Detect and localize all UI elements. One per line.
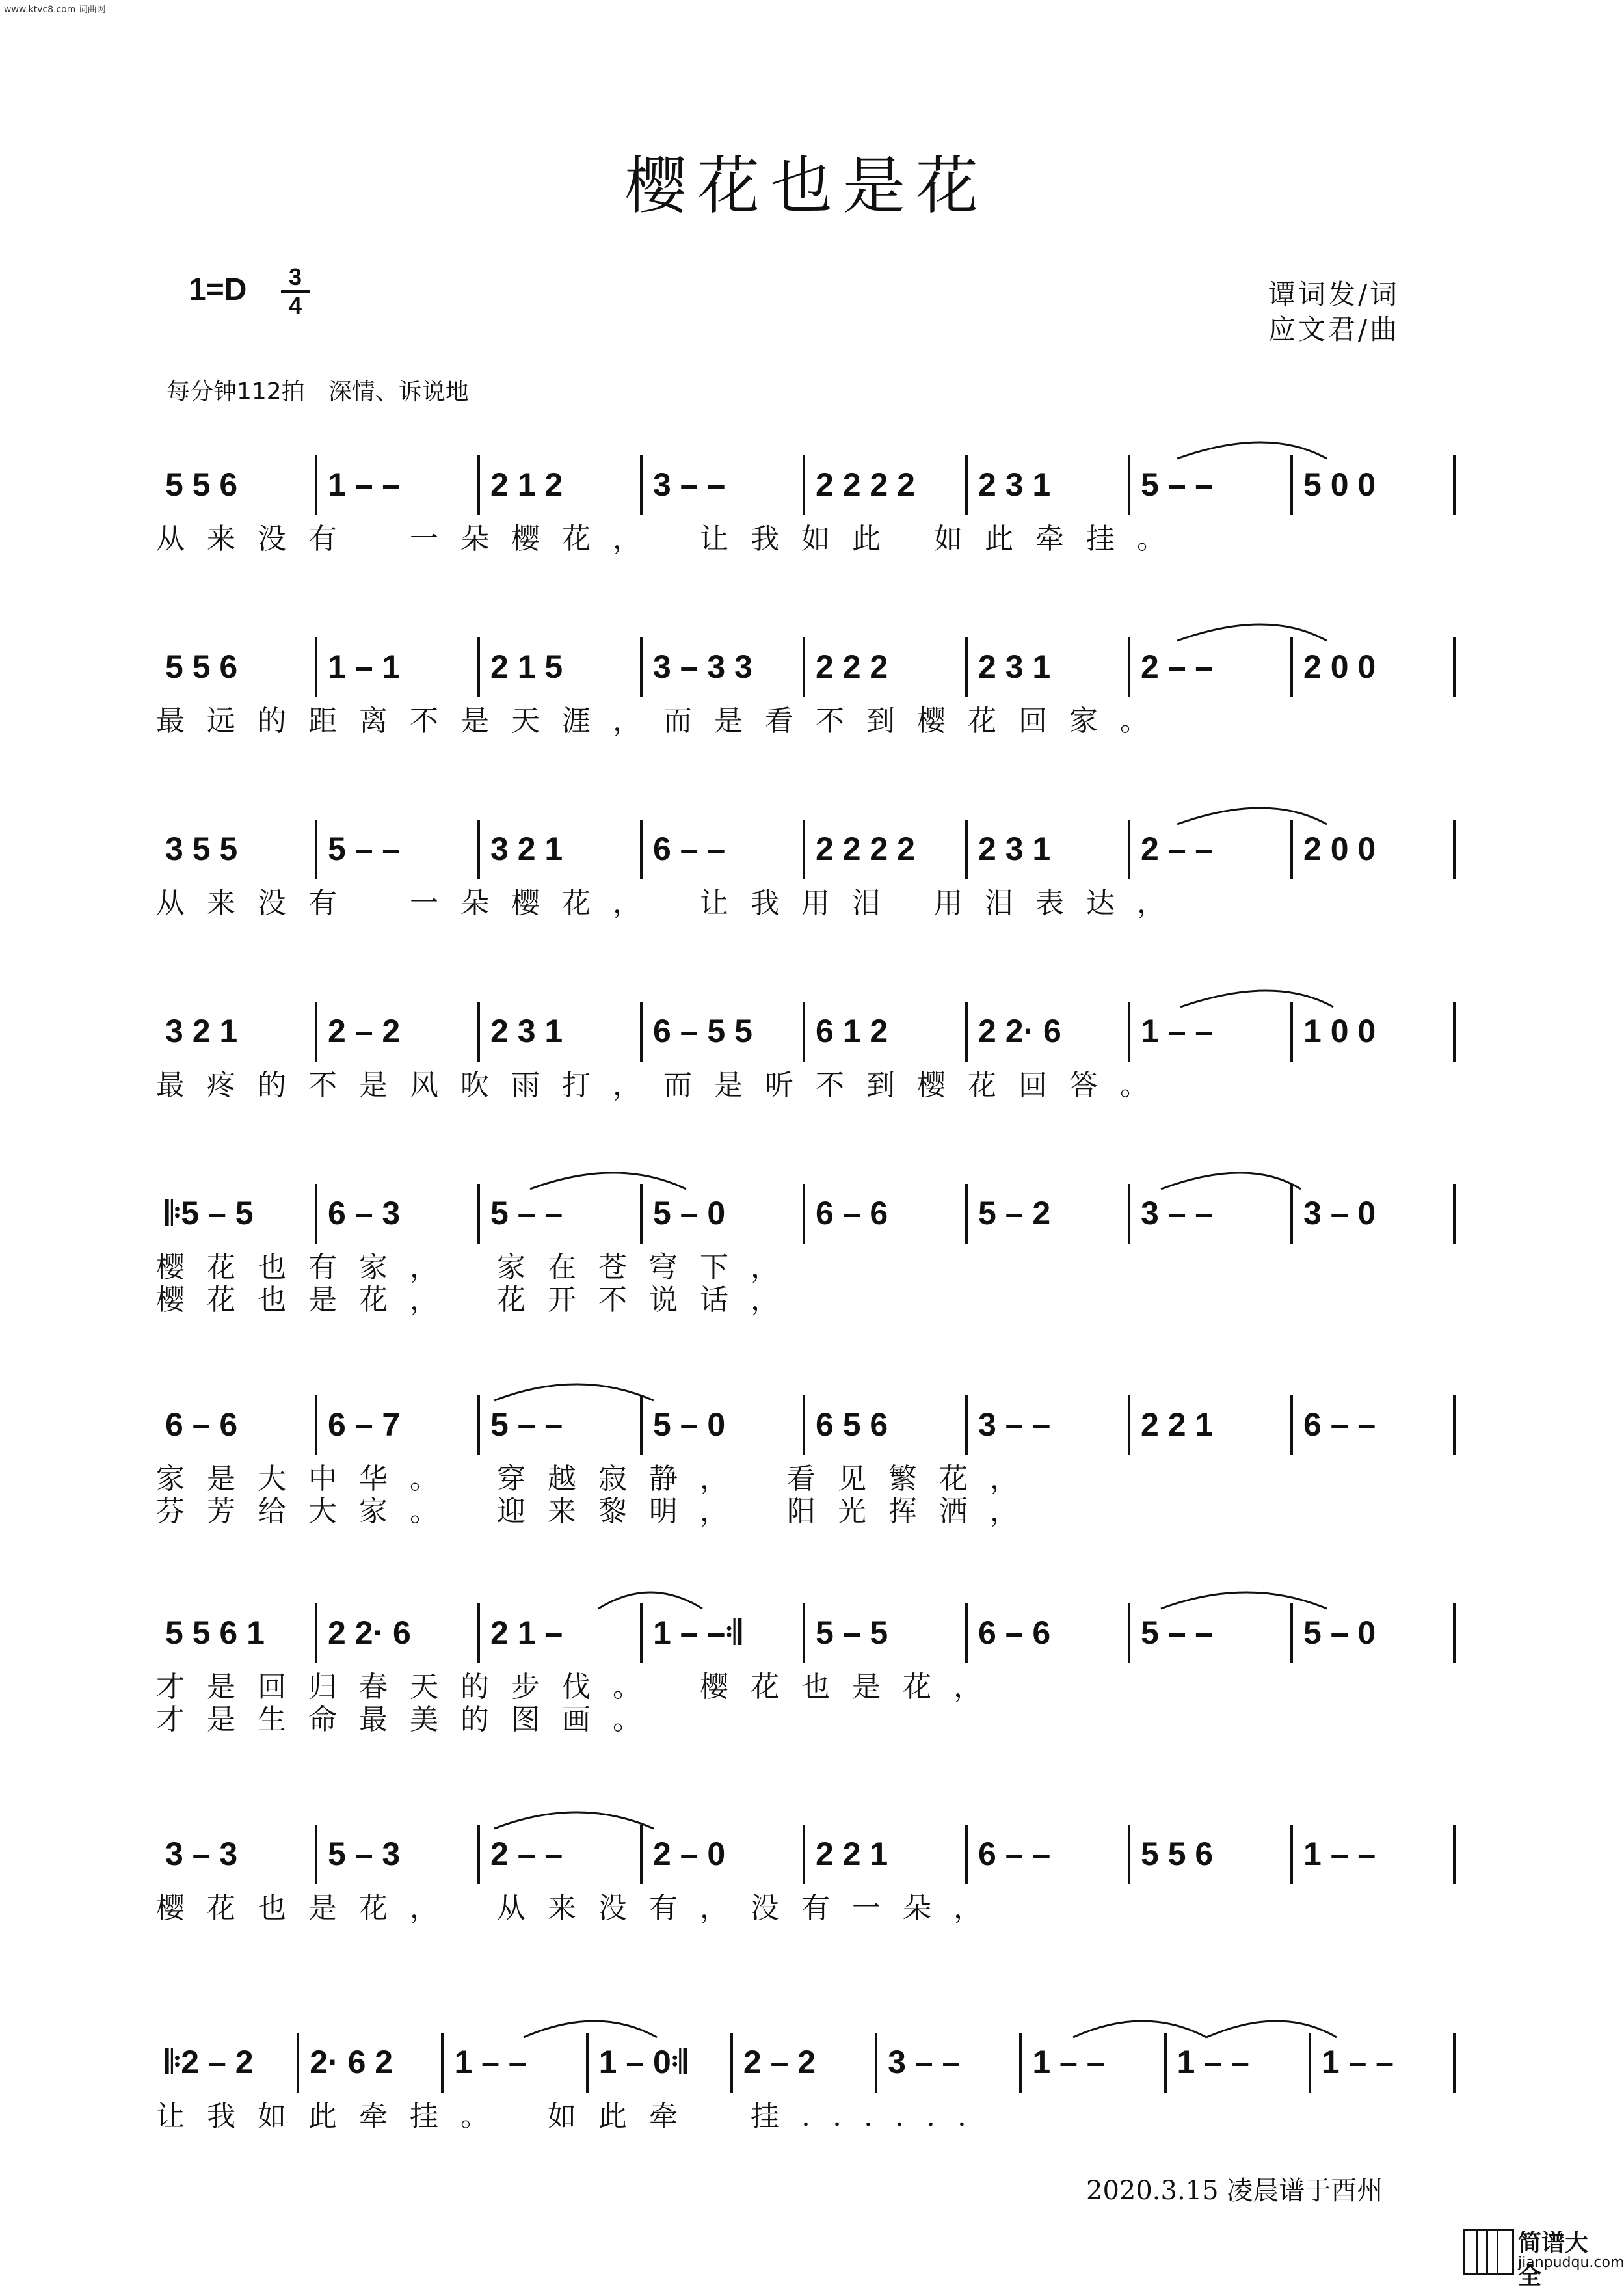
lyric-line: 樱花也是花， 花开不说话，: [156, 1283, 801, 1317]
measure: 6 1 2: [816, 1013, 888, 1049]
measure: 1 – 1: [328, 649, 401, 685]
measure: 3 – 0: [1303, 1195, 1376, 1231]
measure: 1 – –: [1141, 1013, 1214, 1049]
measure: 5 5 6: [165, 649, 238, 685]
measure: 2 1 –: [490, 1614, 563, 1651]
logo-name: 简谱大全: [1518, 2230, 1589, 2290]
measure: 2 – 2: [743, 2044, 816, 2080]
lyric-line: 芬芳给大家。 迎来黎明， 阳光挥洒，: [156, 1495, 1041, 1528]
measure: 3 – –: [1141, 1195, 1214, 1231]
measure: 2 0 0: [1303, 831, 1376, 867]
measure: 5 0 0: [1303, 466, 1376, 503]
lyricist-credit: 谭词发/词: [1268, 278, 1400, 310]
measure: 6 – –: [653, 831, 726, 867]
measure: 5 – 5: [816, 1614, 888, 1651]
measure: 𝄆5 – 5: [165, 1195, 254, 1231]
measure: 2 3 1: [978, 466, 1051, 503]
lyric-line: 从来没有 一朵樱花， 让我如此 如此牵挂。: [156, 522, 1188, 556]
measure: 5 – –: [1141, 466, 1214, 503]
measure: 𝄆2 – 2: [165, 2044, 254, 2080]
measure: 5 5 6 1: [165, 1614, 265, 1651]
measure: 6 – 3: [328, 1195, 401, 1231]
lyric-line: 才是回归春天的步伐。 樱花也是花，: [156, 1670, 1004, 1704]
measure: 6 – 7: [328, 1406, 401, 1443]
measure: 5 – 3: [328, 1836, 401, 1872]
lyric-line: 樱花也是花， 从来没有，没有一朵，: [156, 1892, 1004, 1925]
lyric-line: 从来没有 一朵樱花， 让我用泪 用泪表达，: [156, 887, 1188, 920]
source-label: www.ktvc8.com 词曲网: [4, 5, 106, 15]
measure: 2 2· 6: [328, 1614, 411, 1651]
measure: 2 – 0: [653, 1836, 726, 1872]
measure: 3 – –: [978, 1406, 1051, 1443]
measure: 3 – –: [888, 2044, 961, 2080]
measure: 6 – 5 5: [653, 1013, 752, 1049]
lyric-line: 家是大中华。 穿越寂静， 看见繁花，: [156, 1462, 1041, 1495]
measure: 2 1 2: [490, 466, 563, 503]
measure: 3 – 3: [165, 1836, 238, 1872]
measure: 2 – –: [1141, 831, 1214, 867]
measure: 6 – 6: [165, 1406, 238, 1443]
measure: 1 – –: [1177, 2044, 1249, 2080]
measure: 6 5 6: [816, 1406, 888, 1443]
tempo-marking: 每分钟112拍 深情、诉说地: [166, 379, 469, 405]
meter-bottom: 4: [288, 292, 302, 319]
measure: 5 5 6: [165, 466, 238, 503]
lyric-line: 让我如此牵挂。 如此牵 挂......: [156, 2100, 989, 2133]
measure: 2 2· 6: [978, 1013, 1061, 1049]
lyric-line: 最疼的不是风吹雨打，而是听不到樱花回答。: [156, 1069, 1171, 1102]
measure: 3 – –: [653, 466, 726, 503]
logo-url: jianpudqu.com: [1518, 2255, 1624, 2271]
measure: 1 – –: [1032, 2044, 1105, 2080]
measure: 5 – 2: [978, 1195, 1051, 1231]
measure: 2 – –: [490, 1836, 563, 1872]
measure: 2 2 2 2: [816, 831, 915, 867]
page-title: 樱花也是花: [624, 150, 989, 222]
meter-top: 3: [281, 264, 310, 293]
measure: 1 – –: [1303, 1836, 1376, 1872]
measure: 6 – 6: [978, 1614, 1051, 1651]
measure: 5 – –: [490, 1406, 563, 1443]
measure: 2 2 1: [1141, 1406, 1214, 1443]
measure: 2 2 2: [816, 649, 888, 685]
measure: 2 3 1: [490, 1013, 563, 1049]
lyric-line: 樱花也有家， 家在苍穹下，: [156, 1251, 801, 1284]
measure: 1 – –: [1321, 2044, 1394, 2080]
measure: 1 0 0: [1303, 1013, 1376, 1049]
measure: 1 – –: [328, 466, 401, 503]
measure: 5 – –: [328, 831, 401, 867]
measure: 3 – 3 3: [653, 649, 752, 685]
measure: 1 – –: [454, 2044, 527, 2080]
measure: 3 5 5: [165, 831, 238, 867]
measure: 2 0 0: [1303, 649, 1376, 685]
lyric-line: 才是生命最美的图画。: [156, 1703, 663, 1736]
footer-date: 2020.3.15 凌晨谱于酉州: [1086, 2176, 1383, 2206]
key-signature: 1=D: [189, 273, 247, 307]
measure: 1 – 0𝄇: [598, 2044, 687, 2080]
measure: 3 2 1: [165, 1013, 238, 1049]
measure: 6 – 6: [816, 1195, 888, 1231]
measure: 5 – 0: [653, 1195, 726, 1231]
measure: 6 – –: [1303, 1406, 1376, 1443]
measure: 2 2 1: [816, 1836, 888, 1872]
measure: 5 – –: [490, 1195, 563, 1231]
measure: 2 – –: [1141, 649, 1214, 685]
measure: 5 – –: [1141, 1614, 1214, 1651]
measure: 2 2 2 2: [816, 466, 915, 503]
lyric-line: 最远的距离不是天涯，而是看不到樱花回家。: [156, 704, 1171, 738]
measure: 2· 6 2: [310, 2044, 393, 2080]
measure: 5 – 0: [653, 1406, 726, 1443]
composer-credit: 应文君/曲: [1268, 314, 1400, 345]
measure: 1 – –𝄇: [653, 1614, 741, 1651]
measure: 5 5 6: [1141, 1836, 1214, 1872]
measure: 3 2 1: [490, 831, 563, 867]
measure: 2 3 1: [978, 831, 1051, 867]
measure: 2 – 2: [328, 1013, 401, 1049]
measure: 2 1 5: [490, 649, 563, 685]
measure: 2 3 1: [978, 649, 1051, 685]
measure: 6 – –: [978, 1836, 1051, 1872]
measure: 5 – 0: [1303, 1614, 1376, 1651]
